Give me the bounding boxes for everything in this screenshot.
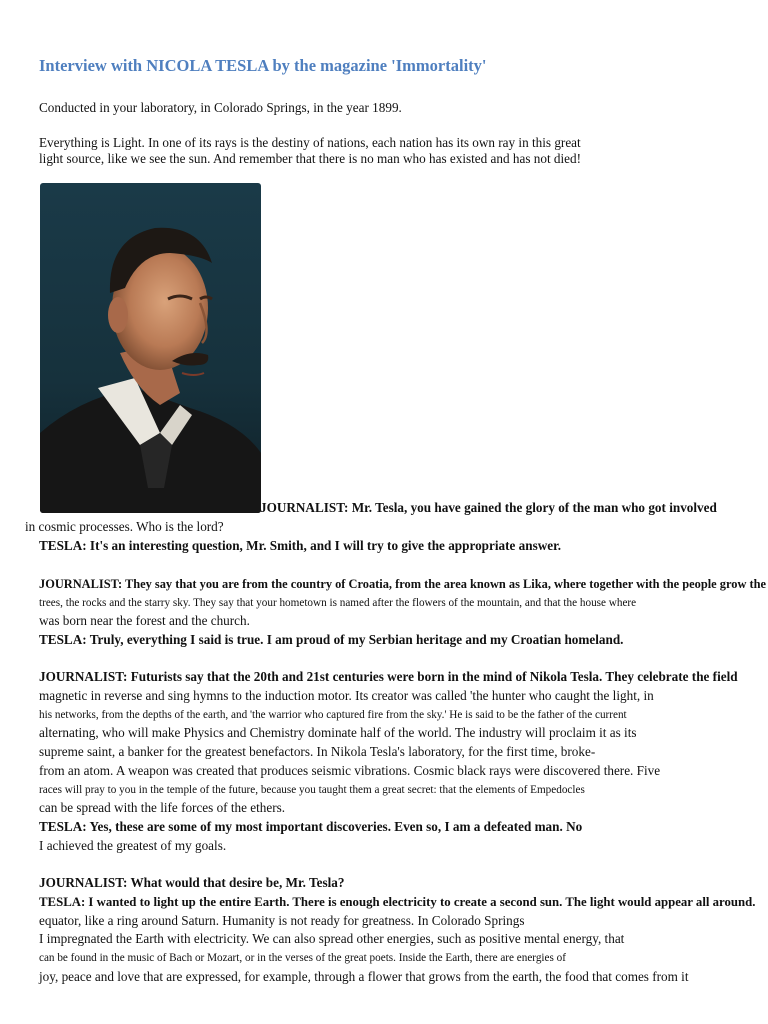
journalist-question-continued: magnetic in reverse and sing hymns to the induction motor. Its creator was called 'the hunter who caught the light, in <box>39 688 654 703</box>
journalist-question: JOURNALIST: They say that you are from the country of Croatia, from the area known as Lika, where together with the people grow the <box>39 577 767 591</box>
tesla-answer: TESLA: Truly, everything I said is true. I am proud of my Serbian heritage and my Croatian homeland. <box>39 632 624 647</box>
journalist-question: JOURNALIST: Futurists say that the 20th and 21st centuries were born in the mind of Nikola Tesla. They celebrate the field <box>39 669 738 684</box>
tesla-answer: TESLA: It's an interesting question, Mr. Smith, and I will try to give the appropriate answer. <box>39 538 562 553</box>
journalist-question-continued: his networks, from the depths of the earth, and 'the warrior who captured fire from the sky.' He is said to be the father of the current <box>39 709 627 721</box>
journalist-question-continued: in cosmic processes. Who is the lord? <box>25 519 224 534</box>
tesla-answer: TESLA: I wanted to light up the entire Earth. There is enough electricity to create a second sun. The light would appear all around. <box>39 895 756 909</box>
tesla-answer-continued: I achieved the greatest of my goals. <box>39 838 227 853</box>
document-title: Interview with NICOLA TESLA by the magazine 'Immortality' <box>39 56 487 75</box>
intro-line: Conducted in your laboratory, in Colorado Springs, in the year 1899. <box>39 100 402 115</box>
intro-paragraph-line: light source, like we see the sun. And remember that there is no man who has existed and has not died! <box>39 151 582 166</box>
tesla-answer-continued: can be found in the music of Bach or Mozart, or in the verses of the great poets. Inside the Earth, there are energies of <box>39 952 566 964</box>
journalist-question-continued: from an atom. A weapon was created that produces seismic vibrations. Cosmic black rays were discovered there. Five <box>39 763 661 778</box>
journalist-question: JOURNALIST: Mr. Tesla, you have gained the glory of the man who got involved <box>260 500 717 515</box>
intro-paragraph-line: Everything is Light. In one of its rays is the destiny of nations, each nation has its own ray in this great <box>39 135 581 150</box>
tesla-portrait <box>40 183 261 513</box>
tesla-answer-continued: joy, peace and love that are expressed, for example, through a flower that grows from the earth, the food that comes from it <box>39 969 689 984</box>
journalist-question: JOURNALIST: What would that desire be, Mr. Tesla? <box>39 875 345 890</box>
journalist-question-continued: trees, the rocks and the starry sky. They say that your hometown is named after the flowers of the mountain, and that the house where <box>39 597 637 609</box>
journalist-question-continued: supreme saint, a banker for the greatest benefactors. In Nikola Tesla's laboratory, for the first time, broke- <box>39 744 596 759</box>
journalist-question-continued: was born near the forest and the church. <box>39 613 250 628</box>
journalist-question-continued: races will pray to you in the temple of the future, because you taught them a great secret: that the elements of Empedocles <box>39 784 585 796</box>
tesla-answer-continued: I impregnated the Earth with electricity. We can also spread other energies, such as positive mental energy, that <box>39 931 625 946</box>
tesla-answer-continued: equator, like a ring around Saturn. Humanity is not ready for greatness. In Colorado Springs <box>39 913 525 928</box>
journalist-question-continued: alternating, who will make Physics and Chemistry dominate half of the world. The industry will proclaim it as its <box>39 725 637 740</box>
tesla-answer: TESLA: Yes, these are some of my most important discoveries. Even so, I am a defeated man. No <box>39 819 583 834</box>
journalist-question-continued: can be spread with the life forces of the ethers. <box>39 800 286 815</box>
